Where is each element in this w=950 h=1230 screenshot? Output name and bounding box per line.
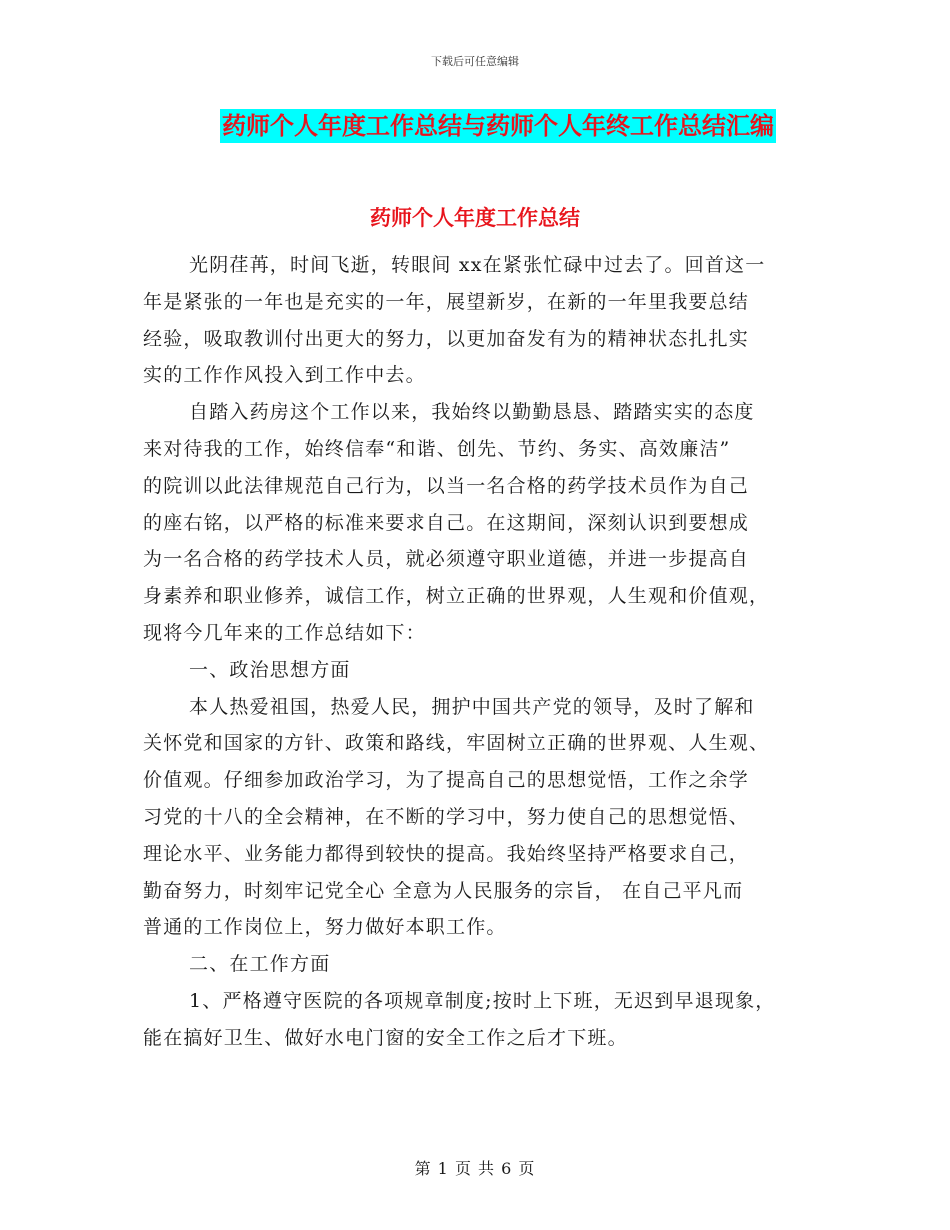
document-title-wrapper [0,109,950,143]
body-line: 习党的十八的全会精神，在不断的学习中，努力使自己的思想觉悟、 [143,805,750,828]
body-line: 现将今几年来的工作总结如下： [143,621,426,644]
page-footer: 第 1 页 共 6 页 [414,1159,536,1178]
body-line: 的院训以此法律规范自己行为，以当一名合格的药学技术员作为自己 [143,474,750,497]
body-line: 勤奋努力，时刻牢记党全心 全意为人民服务的宗旨， 在自己平凡而 [143,879,744,902]
body-line: 为一名合格的药学技术人员，就必须遵守职业道德，并进一步提高自 [143,548,750,571]
body-line: 经验，吸取教训付出更大的努力，以更加奋发有为的精神状态扎扎实 [143,327,750,350]
body-line: 自踏入药房这个工作以来，我始终以勤勤恳恳、踏踏实实的态度 [189,401,755,424]
body-line: 来对待我的工作，始终信奉“和谐、创先、节约、务实、高效廉洁” [143,437,731,460]
body-line: 关怀党和国家的方针、政策和路线，牢固树立正确的世界观、人生观、 [143,732,770,755]
body-line: 价值观。仔细参加政治学习，为了提高自己的思想觉悟，工作之余学 [143,769,750,792]
body-line: 实的工作作风投入到工作中去。 [143,364,426,387]
body-line: 能在搞好卫生、做好水电门窗的安全工作之后才下班。 [143,1026,628,1049]
body-text [143,247,813,1057]
body-line: 一、政治思想方面 [189,658,351,681]
header-note: 下载后可任意编辑 [431,55,519,68]
body-line: 年是紧张的一年也是充实的一年，展望新岁，在新的一年里我要总结 [143,290,750,313]
document-title: 药师个人年度工作总结与药师个人年终工作总结汇编 [220,109,776,143]
body-line: 身素养和职业修养，诚信工作，树立正确的世界观，人生观和价值观， [143,585,770,608]
body-line: 本人热爱祖国，热爱人民，拥护中国共产党的领导，及时了解和 [189,695,755,718]
body-line: 光阴荏苒，时间飞逝，转眼间 xx在紧张忙碌中过去了。回首这一 [189,254,766,276]
body-line: 二、在工作方面 [189,953,331,976]
section-title: 药师个人年度工作总结 [370,206,580,230]
body-line: 1、严格遵守医院的各项规章制度;按时上下班，无迟到早退现象， [189,989,776,1012]
body-line: 的座右铭，以严格的标准来要求自己。在这期间，深刻认识到要想成 [143,511,750,534]
body-line: 普通的工作岗位上，努力做好本职工作。 [143,916,507,939]
body-line: 理论水平、业务能力都得到较快的提高。我始终坚持严格要求自己， [143,842,750,865]
